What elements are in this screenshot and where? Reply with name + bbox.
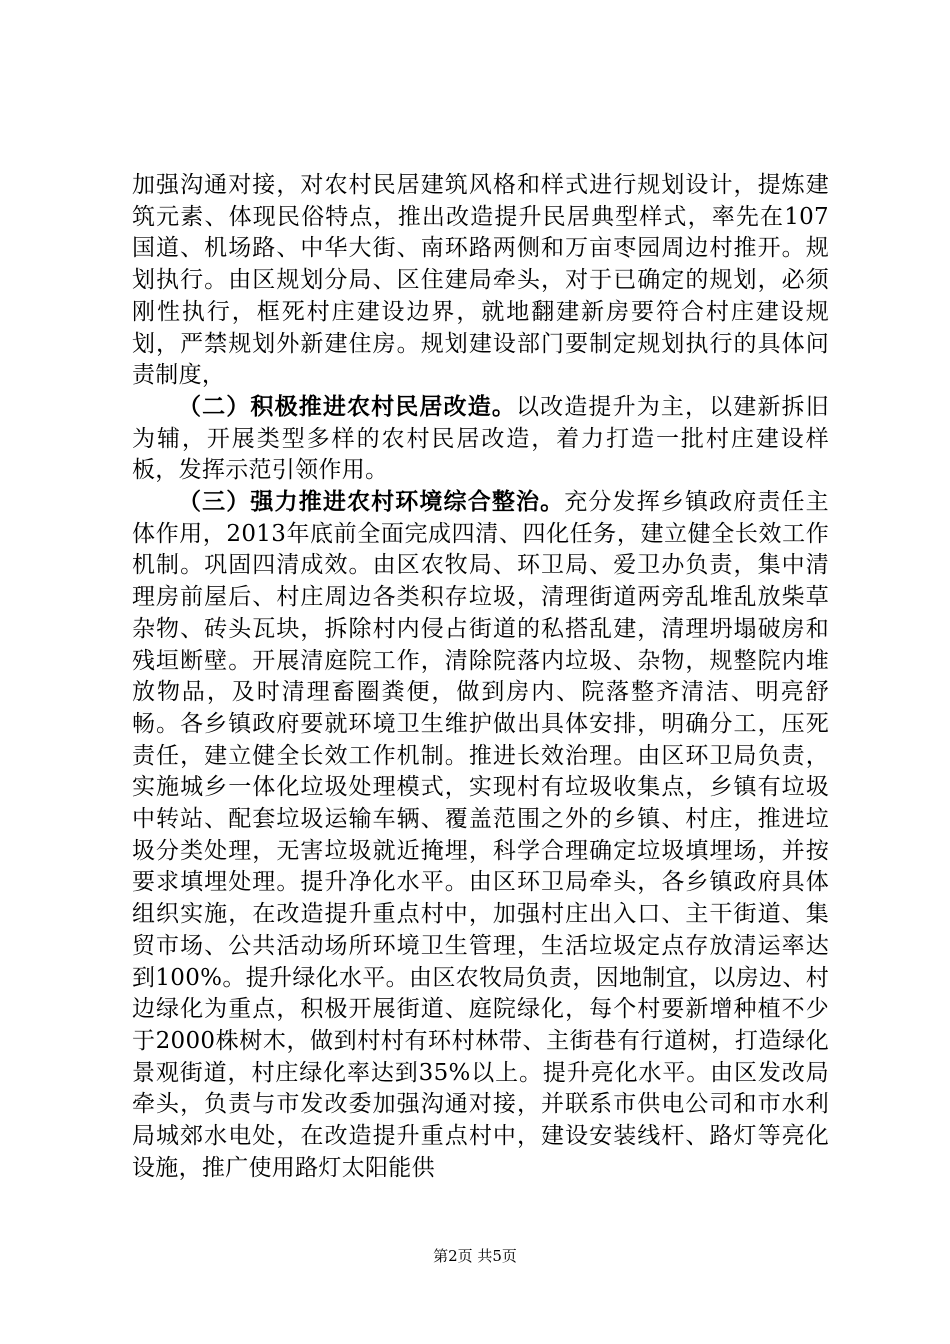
paragraph-section-2 (132, 392, 829, 487)
page-footer (0, 1245, 950, 1266)
paragraph-text: 以改造提升为主，以建新拆旧为辅，开展类型多样的农村民居改造，着力打造一批村庄建设样板，发挥示范引领作用。 (132, 393, 830, 484)
paragraph-continuation (132, 170, 829, 392)
document-body (132, 170, 829, 1185)
page-number: 第2页 共5页 (433, 1247, 517, 1265)
paragraph-text: 充分发挥乡镇政府责任主体作用，2013年底前全面完成四清、四化任务，建立健全长效工作机制。巩固四清成效。由区农牧局、环卫局、爱卫办负责，集中清理房前屋后、村庄周边各类积存垃圾，清理街道两旁乱堆乱放柴草杂物、砖头瓦块，拆除村内侵占街道的私搭乱建，清理坍塌破房和残垣断壁。开展清庭院工作，清除院落内垃圾、杂物，规整院内堆放物品，及时清理畜圈粪便，做到房内、院落整齐清洁、明亮舒畅。各乡镇政府要就环境卫生维护做出具体安排，明确分工，压死责任，建立健全长效工作机制。推进长效治理。由区环卫局负责，实施城乡一体化垃圾处理模式，实现村有垃圾收集点，乡镇有垃圾中转站、配套垃圾运输车辆、覆盖范围之外的乡镇、村庄，推进垃圾分类处理，无害垃圾就近掩埋，科学合理确定垃圾填埋场，并按要求填埋处理。提升净化水平。由区环卫局牵头，各乡镇政府具体组织实施，在改造提升重点村中，加强村庄出入口、主干街道、集贸市场、公共活动场所环境卫生管理，生活垃圾定点存放清运率达到100%。提升绿化水平。由区农牧局负责，因地制宜，以房边、村边绿化为重点，积极开展街道、庭院绿化，每个村要新增种植不少于2000株树木，做到村村有环村林带、主街巷有行道树，打造绿化景观街道，村庄绿化率达到35%以上。提升亮化水平。由区发改局牵头，负责与市发改委加强沟通对接，并联系市供电公司和市水利局城郊水电处，在改造提升重点村中，建设安装线杆、路灯等亮化设施，推广使用路灯太阳能供 (132, 489, 829, 1181)
paragraph-text: 加强沟通对接，对农村民居建筑风格和样式进行规划设计，提炼建筑元素、体现民俗特点，推出改造提升民居典型样式，率先在107国道、机场路、中华大街、南环路两侧和万亩枣园周边村推开。规划执行。由区规划分局、区住建局牵头，对于已确定的规划，必须刚性执行，框死村庄建设边界，就地翻建新房要符合村庄建设规划，严禁规划外新建住房。规划建设部门要制定规划执行的具体问责制度， (132, 172, 829, 389)
paragraph-section-3 (132, 487, 829, 1184)
section-heading: （二）积极推进农村民居改造。 (178, 393, 516, 420)
section-heading: （三）强力推进农村环境综合整治。 (178, 489, 565, 516)
